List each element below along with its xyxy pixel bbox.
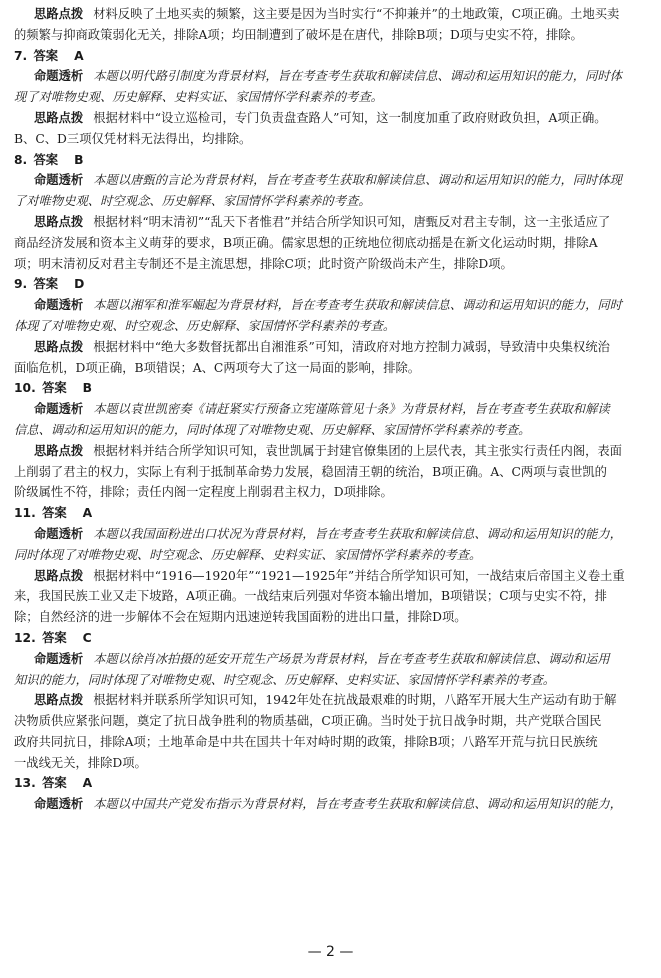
paragraph-first-line: [14, 524, 652, 545]
question-section: [14, 46, 652, 150]
paragraph-text: 本题以徐肖冰拍摄的延安开荒生产场景为背景材料，旨在考查考生获取和解读信息、调动和运用: [93, 651, 610, 666]
section-label: 命题透析: [34, 298, 84, 313]
paragraph-line: [14, 129, 652, 150]
section-label: 思路点拨: [34, 339, 84, 354]
answer-value: A: [82, 506, 93, 521]
question-section: [14, 773, 652, 815]
paragraph-first-line: [14, 4, 652, 25]
paragraph-text: 材料反映了土地买卖的频繁，这主要是因为当时实行“不抑兼并”的土地政策，C项正确。土地买卖: [93, 7, 620, 21]
question-number: 8.: [14, 152, 28, 167]
answer-value: D: [74, 277, 85, 292]
answer-value: C: [82, 630, 92, 645]
paragraph-text: 政府共同抗日，排除A项；土地革命是中共在国共十年对峙时期的政策，排除B项；八路军开荒与抗日民族统: [14, 734, 598, 749]
paragraph-text: 根据材料中“绝大多数督抚都出自湘淮系”可知，清政府对地方控制力减弱，导致清中央集权统治: [93, 339, 610, 354]
paragraph-text: 来，我国民族工业又走下坡路，A项正确。一战结束后列强对华资本输出增加，B项错误；C项与史实不符，排: [14, 589, 607, 604]
paragraph-line: [14, 191, 652, 212]
section-label: 思路点拨: [34, 110, 84, 125]
answer-line: [14, 274, 652, 295]
paragraph-text: 本题以明代路引制度为背景材料，旨在考查考生获取和解读信息、调动和运用知识的能力，同时体: [93, 69, 622, 84]
paragraph-text: 面临危机，D项正确，B项错误；A、C两项夸大了这一局面的影响，排除。: [14, 360, 421, 375]
answer-label: 答案: [37, 630, 67, 645]
question-section: [14, 378, 652, 503]
section-label: 命题透析: [34, 173, 84, 188]
answer-line: [14, 773, 652, 794]
paragraph-text: 根据材料“明末清初”“乱天下者惟君”并结合所学知识可知，唐甄反对君主专制，这一主张适应了: [93, 214, 611, 229]
paragraph-line: [14, 586, 652, 607]
paragraph-first-line: [14, 690, 652, 711]
paragraph-first-line: [14, 295, 652, 316]
paragraph-first-line: [14, 337, 652, 358]
paragraph-text: 根据材料中“1916—1920年”“1921—1925年”并结合所学知识可知，一战结束后帝国主义卷土重: [93, 568, 625, 583]
paragraph-text: 现了对唯物史观、历史解释、史料实证、家国情怀学科素养的考查。: [14, 90, 383, 105]
paragraph-text: 本题以唐甄的言论为背景材料，旨在考查考生获取和解读信息、调动和运用知识的能力，同时体现: [93, 173, 622, 188]
paragraph-text: 决物质供应紧张问题，奠定了抗日战争胜利的物质基础，C项正确。当时处于抗日战争时期，共产党联合国民: [14, 714, 602, 729]
paragraph-line: [14, 753, 652, 774]
paragraph-text: 根据材料并结合所学知识可知，袁世凯属于封建官僚集团的上层代表，其主张实行责任内阁，表面: [93, 443, 622, 458]
paragraph-first-line: [14, 441, 652, 462]
section-label: 思路点拨: [34, 214, 84, 229]
question-section: [14, 150, 652, 275]
section-label: 思路点拨: [34, 693, 84, 708]
paragraph-text: 的频繁与抑商政策弱化无关，排除A项；均田制遭到了破坏是在唐代，排除B项；D项与史实不符，排除。: [14, 27, 583, 42]
question-section: [14, 503, 652, 628]
paragraph-text: 知识的能力，同时体现了对唯物史观、时空观念、历史解释、史料实证、家国情怀学科素养的考查。: [14, 672, 556, 687]
section-label: 命题透析: [34, 402, 84, 417]
answer-label: 答案: [37, 506, 67, 521]
paragraph-line: [14, 670, 652, 691]
paragraph-first-line: [14, 566, 652, 587]
section-label: 命题透析: [34, 797, 84, 812]
answer-label: 答案: [29, 277, 59, 292]
answer-line: [14, 503, 652, 524]
paragraph-text: 根据材料并联系所学知识可知，1942年处在抗战最艰难的时期，八路军开展大生产运动有助于解: [93, 693, 617, 708]
paragraph-line: [14, 358, 652, 379]
question-section: [14, 274, 652, 378]
paragraph-text: 一战线无关，排除D项。: [14, 755, 147, 770]
paragraph-text: 本题以中国共产党发布指示为背景材料，旨在考查考生获取和解读信息、调动和运用知识的能力，: [93, 797, 622, 812]
question-section: [14, 4, 652, 46]
answer-line: [14, 378, 652, 399]
paragraph-text: 上削弱了君主的权力，实际上有利于抵制革命势力发展，稳固清王朝的统治，B项正确。A、C两项与袁世凯的: [14, 464, 607, 479]
paragraph-text: 同时体现了对唯物史观、时空观念、历史解释、史料实证、家国情怀学科素养的考查。: [14, 547, 482, 562]
page-number: — 2 —: [307, 944, 354, 960]
paragraph-first-line: [14, 794, 652, 815]
section-label: 思路点拨: [34, 568, 84, 583]
paragraph-line: [14, 482, 652, 503]
paragraph-line: [14, 25, 652, 46]
paragraph-text: 除；自然经济的进一步解体不会在短期内迅速逆转我国面粉的进出口量，排除D项。: [14, 610, 467, 625]
section-label: 命题透析: [34, 651, 84, 666]
answer-value: B: [74, 152, 84, 167]
paragraph-first-line: [14, 108, 652, 129]
answer-label: 答案: [37, 381, 67, 396]
paragraph-line: [14, 711, 652, 732]
answer-value: B: [82, 381, 93, 396]
paragraph-text: 根据材料中“设立巡检司，专门负责盘查路人”可知，这一制度加重了政府财政负担，A项正确。: [93, 110, 607, 125]
answer-label: 答案: [29, 152, 59, 167]
paragraph-line: [14, 462, 652, 483]
paragraph-first-line: [14, 399, 652, 420]
paragraph-text: 体现了对唯物史观、时空观念、历史解释、家国情怀学科素养的考查。: [14, 318, 396, 333]
paragraph-line: [14, 233, 652, 254]
paragraph-line: [14, 316, 652, 337]
paragraph-first-line: [14, 170, 652, 191]
paragraph-text: 商品经济发展和资本主义萌芽的要求，B项正确。儒家思想的正统地位彻底动摇是在新文化运动时期，排除A: [14, 235, 598, 250]
paragraph-text: 本题以我国面粉进出口状况为背景材料，旨在考查考生获取和解读信息、调动和运用知识的能力，: [93, 526, 622, 541]
paragraph-text: 阶级属性不符，排除；责任内阁一定程度上削弱君主权力，D项排除。: [14, 485, 393, 500]
section-label: 命题透析: [34, 69, 84, 84]
question-number: 13.: [14, 776, 36, 791]
paragraph-text: 项；明末清初反对君主专制还不是主流思想，排除C项；此时资产阶级尚未产生，排除D项。: [14, 256, 513, 271]
paragraph-line: [14, 607, 652, 628]
paragraph-text: 信息、调动和运用知识的能力，同时体现了对唯物史观、历史解释、家国情怀学科素养的考查。: [14, 422, 531, 437]
question-number: 11.: [14, 506, 36, 521]
question-number: 7.: [14, 48, 28, 63]
answer-explanations: [14, 4, 652, 815]
answer-value: A: [74, 48, 84, 63]
question-number: 12.: [14, 630, 36, 645]
paragraph-first-line: [14, 212, 652, 233]
paragraph-line: [14, 420, 652, 441]
question-number: 10.: [14, 381, 36, 396]
paragraph-text: 了对唯物史观、时空观念、历史解释、家国情怀学科素养的考查。: [14, 194, 371, 209]
paragraph-line: [14, 254, 652, 275]
question-number: 9.: [14, 277, 28, 292]
paragraph-line: [14, 87, 652, 108]
section-label: 思路点拨: [34, 7, 84, 21]
answer-line: [14, 46, 652, 67]
answer-line: [14, 150, 652, 171]
section-label: 思路点拨: [34, 443, 84, 458]
question-section: [14, 628, 652, 774]
paragraph-line: [14, 732, 652, 753]
paragraph-first-line: [14, 649, 652, 670]
paragraph-first-line: [14, 66, 652, 87]
answer-label: 答案: [29, 48, 59, 63]
answer-label: 答案: [37, 776, 67, 791]
paragraph-line: [14, 545, 652, 566]
answer-line: [14, 628, 652, 649]
section-label: 命题透析: [34, 526, 84, 541]
answer-value: A: [82, 776, 93, 791]
paragraph-text: 本题以湘军和淮军崛起为背景材料，旨在考查考生获取和解读信息、调动和运用知识的能力，同时: [93, 298, 622, 313]
paragraph-text: 本题以袁世凯密奏《请赶紧实行预备立宪谨陈管见十条》为背景材料，旨在考查考生获取和解读: [93, 402, 610, 417]
paragraph-text: B、C、D三项仅凭材料无法得出，均排除。: [14, 131, 252, 146]
